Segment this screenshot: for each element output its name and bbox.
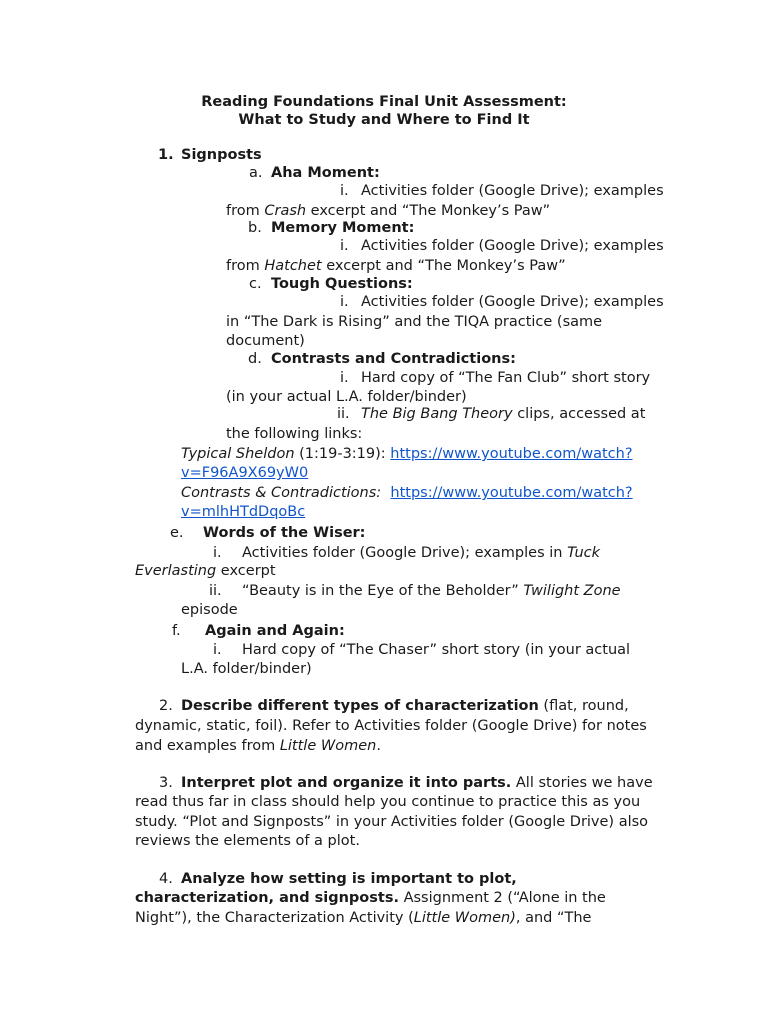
item-f-i-marker: i. <box>213 642 222 658</box>
item-c-i-line3: document) <box>226 333 305 349</box>
item-b-i-marker: i. <box>340 238 349 254</box>
item-b-i-line2: from Hatchet excerpt and “The Monkey’s Paw” <box>226 258 566 274</box>
item-a-i-marker: i. <box>340 183 349 199</box>
item-c-marker: c. <box>249 276 262 292</box>
section-2-number: 2. <box>159 698 173 714</box>
link-contrasts-line1: Contrasts & Contradictions: https://www.youtube.com/watch? <box>181 485 633 501</box>
section-2-line2: dynamic, static, foil). Refer to Activities folder (Google Drive) for notes <box>135 718 647 734</box>
link-contrasts-contradictions-cont[interactable]: v=mlhHTdDqoBc <box>181 504 306 520</box>
item-d-ii-text: The Big Bang Theory clips, accessed at <box>361 406 646 422</box>
section-1-number: 1. <box>158 147 174 163</box>
page-title: Reading Foundations Final Unit Assessment: <box>201 94 567 110</box>
item-f-i-text: Hard copy of “The Chaser” short story (in your actual <box>242 642 631 658</box>
item-d-ii-line2: the following links: <box>226 426 363 442</box>
link-typical-sheldon-cont[interactable]: v=F96A9X69yW0 <box>181 465 309 481</box>
item-d-title: Contrasts and Contradictions: <box>271 351 516 367</box>
item-f-title: Again and Again: <box>205 623 345 639</box>
item-e-title: Words of the Wiser: <box>203 525 366 541</box>
item-e-marker: e. <box>170 525 184 541</box>
section-4-line1: Analyze how setting is important to plot, <box>181 871 517 887</box>
page-subtitle: What to Study and Where to Find It <box>238 112 530 128</box>
section-2-line3: and examples from Little Women. <box>135 738 381 754</box>
item-c-i-marker: i. <box>340 294 349 310</box>
section-3-line4: reviews the elements of a plot. <box>135 833 360 849</box>
item-f-marker: f. <box>172 623 181 639</box>
link-contrasts-line2 <box>181 502 305 522</box>
item-c-i-text: Activities folder (Google Drive); examples <box>361 294 664 310</box>
link-typical-sheldon-line2 <box>181 463 308 483</box>
item-d-marker: d. <box>248 351 262 367</box>
item-f-i-line2: L.A. folder/binder) <box>181 661 312 677</box>
link-contrasts-contradictions[interactable]: https://www.youtube.com/watch? <box>390 485 633 501</box>
item-a-marker: a. <box>249 165 263 181</box>
item-e-i-line2: Everlasting excerpt <box>135 563 276 579</box>
item-e-ii-marker: ii. <box>209 583 222 599</box>
item-a-title: Aha Moment: <box>271 165 380 181</box>
section-2-line1: Describe different types of characterization (flat, round, <box>181 698 629 714</box>
item-e-ii-text: “Beauty is in the Eye of the Beholder” Twilight Zone <box>242 583 621 599</box>
item-e-i-text: Activities folder (Google Drive); examples in Tuck <box>242 545 601 561</box>
section-4-line2: characterization, and signposts. Assignment 2 (“Alone in the <box>135 890 606 906</box>
section-4-number: 4. <box>159 871 173 887</box>
item-b-marker: b. <box>248 220 262 236</box>
section-3-line1: Interpret plot and organize it into parts. All stories we have <box>181 775 653 791</box>
item-c-i-line2: in “The Dark is Rising” and the TIQA practice (same <box>226 314 603 330</box>
item-e-i-marker: i. <box>213 545 222 561</box>
section-3-line2: read thus far in class should help you continue to practice this as you <box>135 794 641 810</box>
item-d-i-text: Hard copy of “The Fan Club” short story <box>361 370 651 386</box>
section-3-number: 3. <box>159 775 173 791</box>
section-1-heading: Signposts <box>181 147 262 163</box>
item-e-ii-line2: episode <box>181 602 238 618</box>
item-a-i-text: Activities folder (Google Drive); examples <box>361 183 664 199</box>
item-b-i-text: Activities folder (Google Drive); examples <box>361 238 664 254</box>
item-a-i-line2: from Crash excerpt and “The Monkey’s Paw” <box>226 203 551 219</box>
item-b-title: Memory Moment: <box>271 220 415 236</box>
item-d-ii-marker: ii. <box>337 406 350 422</box>
link-typical-sheldon[interactable]: https://www.youtube.com/watch? <box>390 446 633 462</box>
item-d-i-line2: (in your actual L.A. folder/binder) <box>226 389 467 405</box>
link-typical-sheldon-line1: Typical Sheldon (1:19-3:19): https://www.youtube.com/watch? <box>181 446 633 462</box>
section-3-line3: study. “Plot and Signposts” in your Activities folder (Google Drive) also <box>135 814 649 830</box>
item-d-i-marker: i. <box>340 370 349 386</box>
section-4-line3: Night”), the Characterization Activity (Little Women), and “The <box>135 910 592 926</box>
item-c-title: Tough Questions: <box>271 276 413 292</box>
